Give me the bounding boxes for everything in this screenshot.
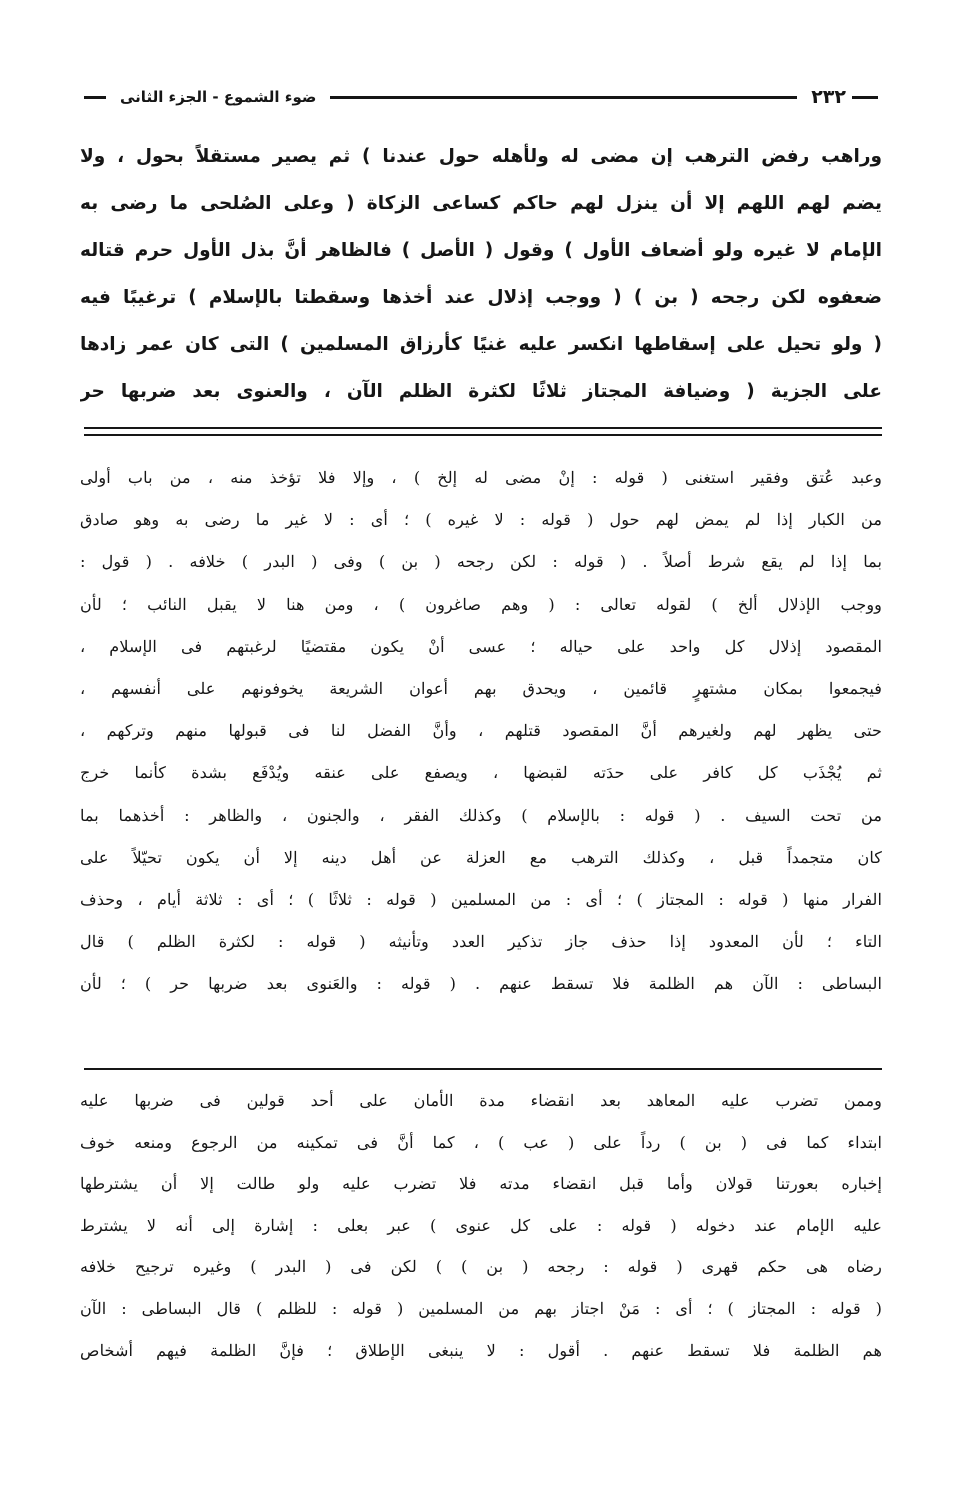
commentary-text <box>80 457 882 1006</box>
commentary-line: وعبد عُتق وفقير استغنى ( قوله : إنْ مضى له إلخ ) ، وإلا فلا تؤخذ منه ، من باب أولى <box>80 468 882 487</box>
gloss-line: وممن تضرب عليه المعاهد بعد انقضاء مدة الأمان على أحد قولين فى ضربها عليه <box>80 1091 882 1110</box>
commentary-line: من الكبار إذا لم يمض لهم حول ( قوله : لا غيره ) ؛ أى : لا غير ما رضى به وهو صادق <box>80 510 882 530</box>
double-separator <box>84 427 882 436</box>
commentary-line: ووجب الإذلال ألخ ) لقوله تعالى : ( وهم صاغرون ) ، ومن هنا لا يقبل النائب ؛ لأن <box>80 594 882 614</box>
commentary-line: البساطى : الآن هم الظلمة فلا تسقط عنهم . ( قوله : والعَنوى بعد ضربها حر ) ؛ لأن <box>80 974 882 994</box>
gloss-line: ( قوله : المجتاز ) ؛ أى : مَنْ اجتاز بهم من المسلمين ( قوله : للظلم ) قال البساطى : الآن <box>80 1298 882 1318</box>
gloss-line: إخباره بعورتنا قولان وأما قبل انقضاء مدته فلا تضرب عليه ولو طالت إلا أن يشترطها <box>80 1174 882 1194</box>
main-line: الإمام لا غيره ولو أضعاف الأول ) وقول ( الأصل ) فالظاهر أنَّ بذل الأول حرم قتاله <box>80 240 882 261</box>
commentary-line: بما إذا لم يقع شرط أصلاً . ( قوله : لكن رجحه ( بن ) وفى ( البدر ) خلافه . ( قول : <box>80 552 882 572</box>
commentary-line: التاء ؛ لأن المعدود إذا حذف جاز تذكير العدد وتأنيثه ( قوله : لكثرة الظلم ) قال <box>80 932 882 952</box>
page-number: ٢٣٢ <box>811 86 846 108</box>
footnote-separator <box>84 1068 882 1070</box>
main-line: ضعفوه لكن رجحه ( بن ) ( ووجب إذلال عند أخذها وسقطتا بالإسلام ) ترغيبًا فيه <box>80 287 882 308</box>
gloss-line: هم الظلمة فلا تسقط عنهم . أقول : لا ينبغى الإطلاق ؛ فإنَّ الظلمة فيهم أشخاص <box>80 1340 882 1360</box>
main-line: وراهب رفض الترهب إن مضى له ولأهله حول عندنا ) ثم يصير مستقلاً بحول ، ولا <box>80 146 882 167</box>
commentary-line: حتى يظهر لهم ولغيرهم أنَّ المقصود قتلهم ، وأنَّ الفضل لنا فى قبولها منهم وتركهم ، <box>80 721 882 741</box>
gloss-line: ابتداء كما فى ( بن ) رداً على ( عب ) ، كما أنَّ فى تمكينه من الرجوع ومنعه خوف <box>80 1132 882 1152</box>
commentary-line: ثم يُجْذَب كل كافر على حدَته لقبضها ، ويصفع على عنقه ويُدْفَع بشدة كأنما خرج <box>80 763 882 783</box>
main-line: يضم لهم اللهم إلا أن ينزل لهم حاكم كساعى الزكاة ( وعلى الصُلحى ما رضى به <box>80 193 882 214</box>
gloss-text <box>80 1080 882 1371</box>
commentary-line: الفرار منها ( قوله : المجتاز ) ؛ أى : من المسلمين ( قوله : ثلاثًا ) ؛ أى : ثلاثة أيام ، وحذف <box>80 890 882 910</box>
main-line: ( ولو تحيل على إسقاطها انكسر عليه غنيًا كأرزاق المسلمين ) التى كان عمر زادها <box>80 334 882 355</box>
header-rule <box>330 96 797 99</box>
header-dash-end <box>84 96 106 99</box>
running-header <box>84 82 878 112</box>
main-text <box>80 133 882 415</box>
commentary-line: كان متجمداً قبل ، وكذلك الترهب مع العزلة عن أهل دينه إلا أن يكون تحيّلاً على <box>80 847 882 867</box>
book-title: ضوء الشموع - الجزء الثانى <box>120 88 317 106</box>
commentary-line: المقصود إذلال كل واحد على حياله ؛ عسى أنْ يكون مقتضيًا لرغبتهم فى الإسلام ، <box>80 636 882 656</box>
commentary-line: فيجمعوا بمكان مشتهرٍ قائمين ، ويحدق بهم أعوان الشريعة يخوفونهم على أنفسهم ، <box>80 679 882 699</box>
main-line: على الجزية ( وضيافة المجتاز ثلاثًا لكثرة الظلم الآن ، والعنوى بعد ضربها حر <box>80 381 882 402</box>
header-dash <box>852 96 878 99</box>
commentary-line: من تحت السيف . ( قوله : بالإسلام ) وكذلك الفقر ، والجنون ، والظاهر : أخذهما بما <box>80 805 882 825</box>
gloss-line: عليه الإمام عند دخوله ( قوله : على كل عنوى ) عبر بعلى : إشارة إلى أنه لا يشترط <box>80 1215 882 1235</box>
gloss-line: رضاه هى حكم قهرى ( قوله : رجحه ( بن ) ) لكن فى ( البدر ) وغيره ترجيح خلافه <box>80 1257 882 1277</box>
